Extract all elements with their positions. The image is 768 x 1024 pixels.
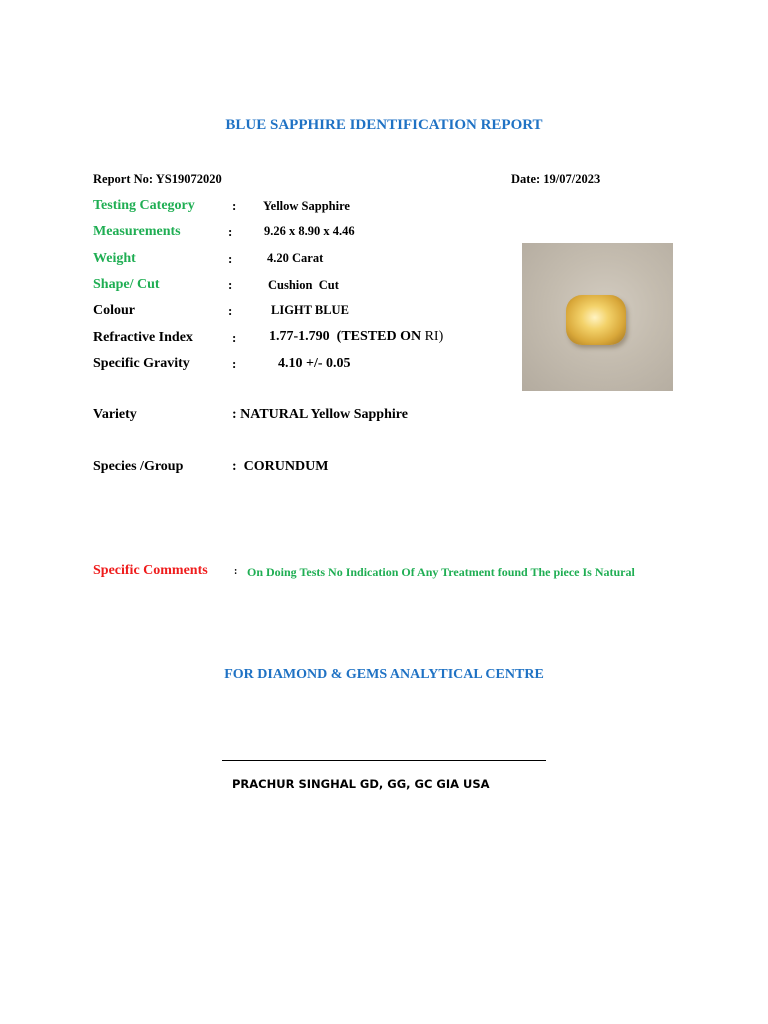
specific-gravity-colon: : — [232, 356, 237, 371]
refractive-index-label: Refractive Index — [93, 330, 193, 345]
refractive-index-value-plain: RI) — [421, 329, 444, 344]
refractive-index-colon: : — [232, 330, 237, 345]
weight-colon: : — [228, 251, 233, 266]
specific-comments-label: Specific Comments — [93, 563, 208, 578]
colour-label: Colour — [93, 303, 135, 318]
weight-value: 4.20 Carat — [267, 251, 324, 265]
species-group-label: Species /Group — [93, 459, 184, 474]
specific-gravity-label: Specific Gravity — [93, 356, 190, 371]
testing-category-value: Yellow Sapphire — [263, 199, 350, 213]
report-date: Date: 19/07/2023 — [511, 172, 601, 186]
shape-cut-label: Shape/ Cut — [93, 277, 160, 292]
specific-comments-colon: : — [234, 566, 238, 577]
specific-gravity-value: 4.10 +/- 0.05 — [278, 356, 351, 371]
specific-comments-text: On Doing Tests No Indication Of Any Treatment found The piece Is Natural — [247, 565, 635, 579]
report-title: BLUE SAPPHIRE IDENTIFICATION REPORT — [225, 117, 543, 133]
measurements-label: Measurements — [93, 224, 181, 239]
report-number: Report No: YS19072020 — [93, 172, 222, 186]
colour-colon: : — [228, 303, 233, 318]
colour-value: LIGHT BLUE — [271, 303, 349, 317]
testing-category-colon: : — [232, 198, 237, 213]
species-group-value: : CORUNDUM — [232, 459, 329, 474]
shape-cut-value: Cushion Cut — [268, 278, 339, 292]
refractive-index-value — [269, 329, 443, 345]
signer-name: PRACHUR SINGHAL GD, GG, GC GIA USA — [232, 777, 490, 791]
organization-name: FOR DIAMOND & GEMS ANALYTICAL CENTRE — [224, 667, 544, 682]
refractive-index-value-bold: 1.77-1.790 (TESTED ON — [269, 329, 422, 344]
signature-line — [222, 760, 546, 761]
weight-label: Weight — [93, 251, 136, 266]
testing-category-label: Testing Category — [93, 198, 195, 213]
gemstone-photo — [522, 243, 673, 391]
cushion-cut-gem-image — [566, 295, 626, 345]
shape-cut-colon: : — [228, 277, 233, 292]
measurements-value: 9.26 x 8.90 x 4.46 — [264, 224, 355, 238]
variety-label: Variety — [93, 407, 137, 422]
measurements-colon: : — [228, 224, 233, 239]
variety-value: : NATURAL Yellow Sapphire — [232, 407, 408, 422]
